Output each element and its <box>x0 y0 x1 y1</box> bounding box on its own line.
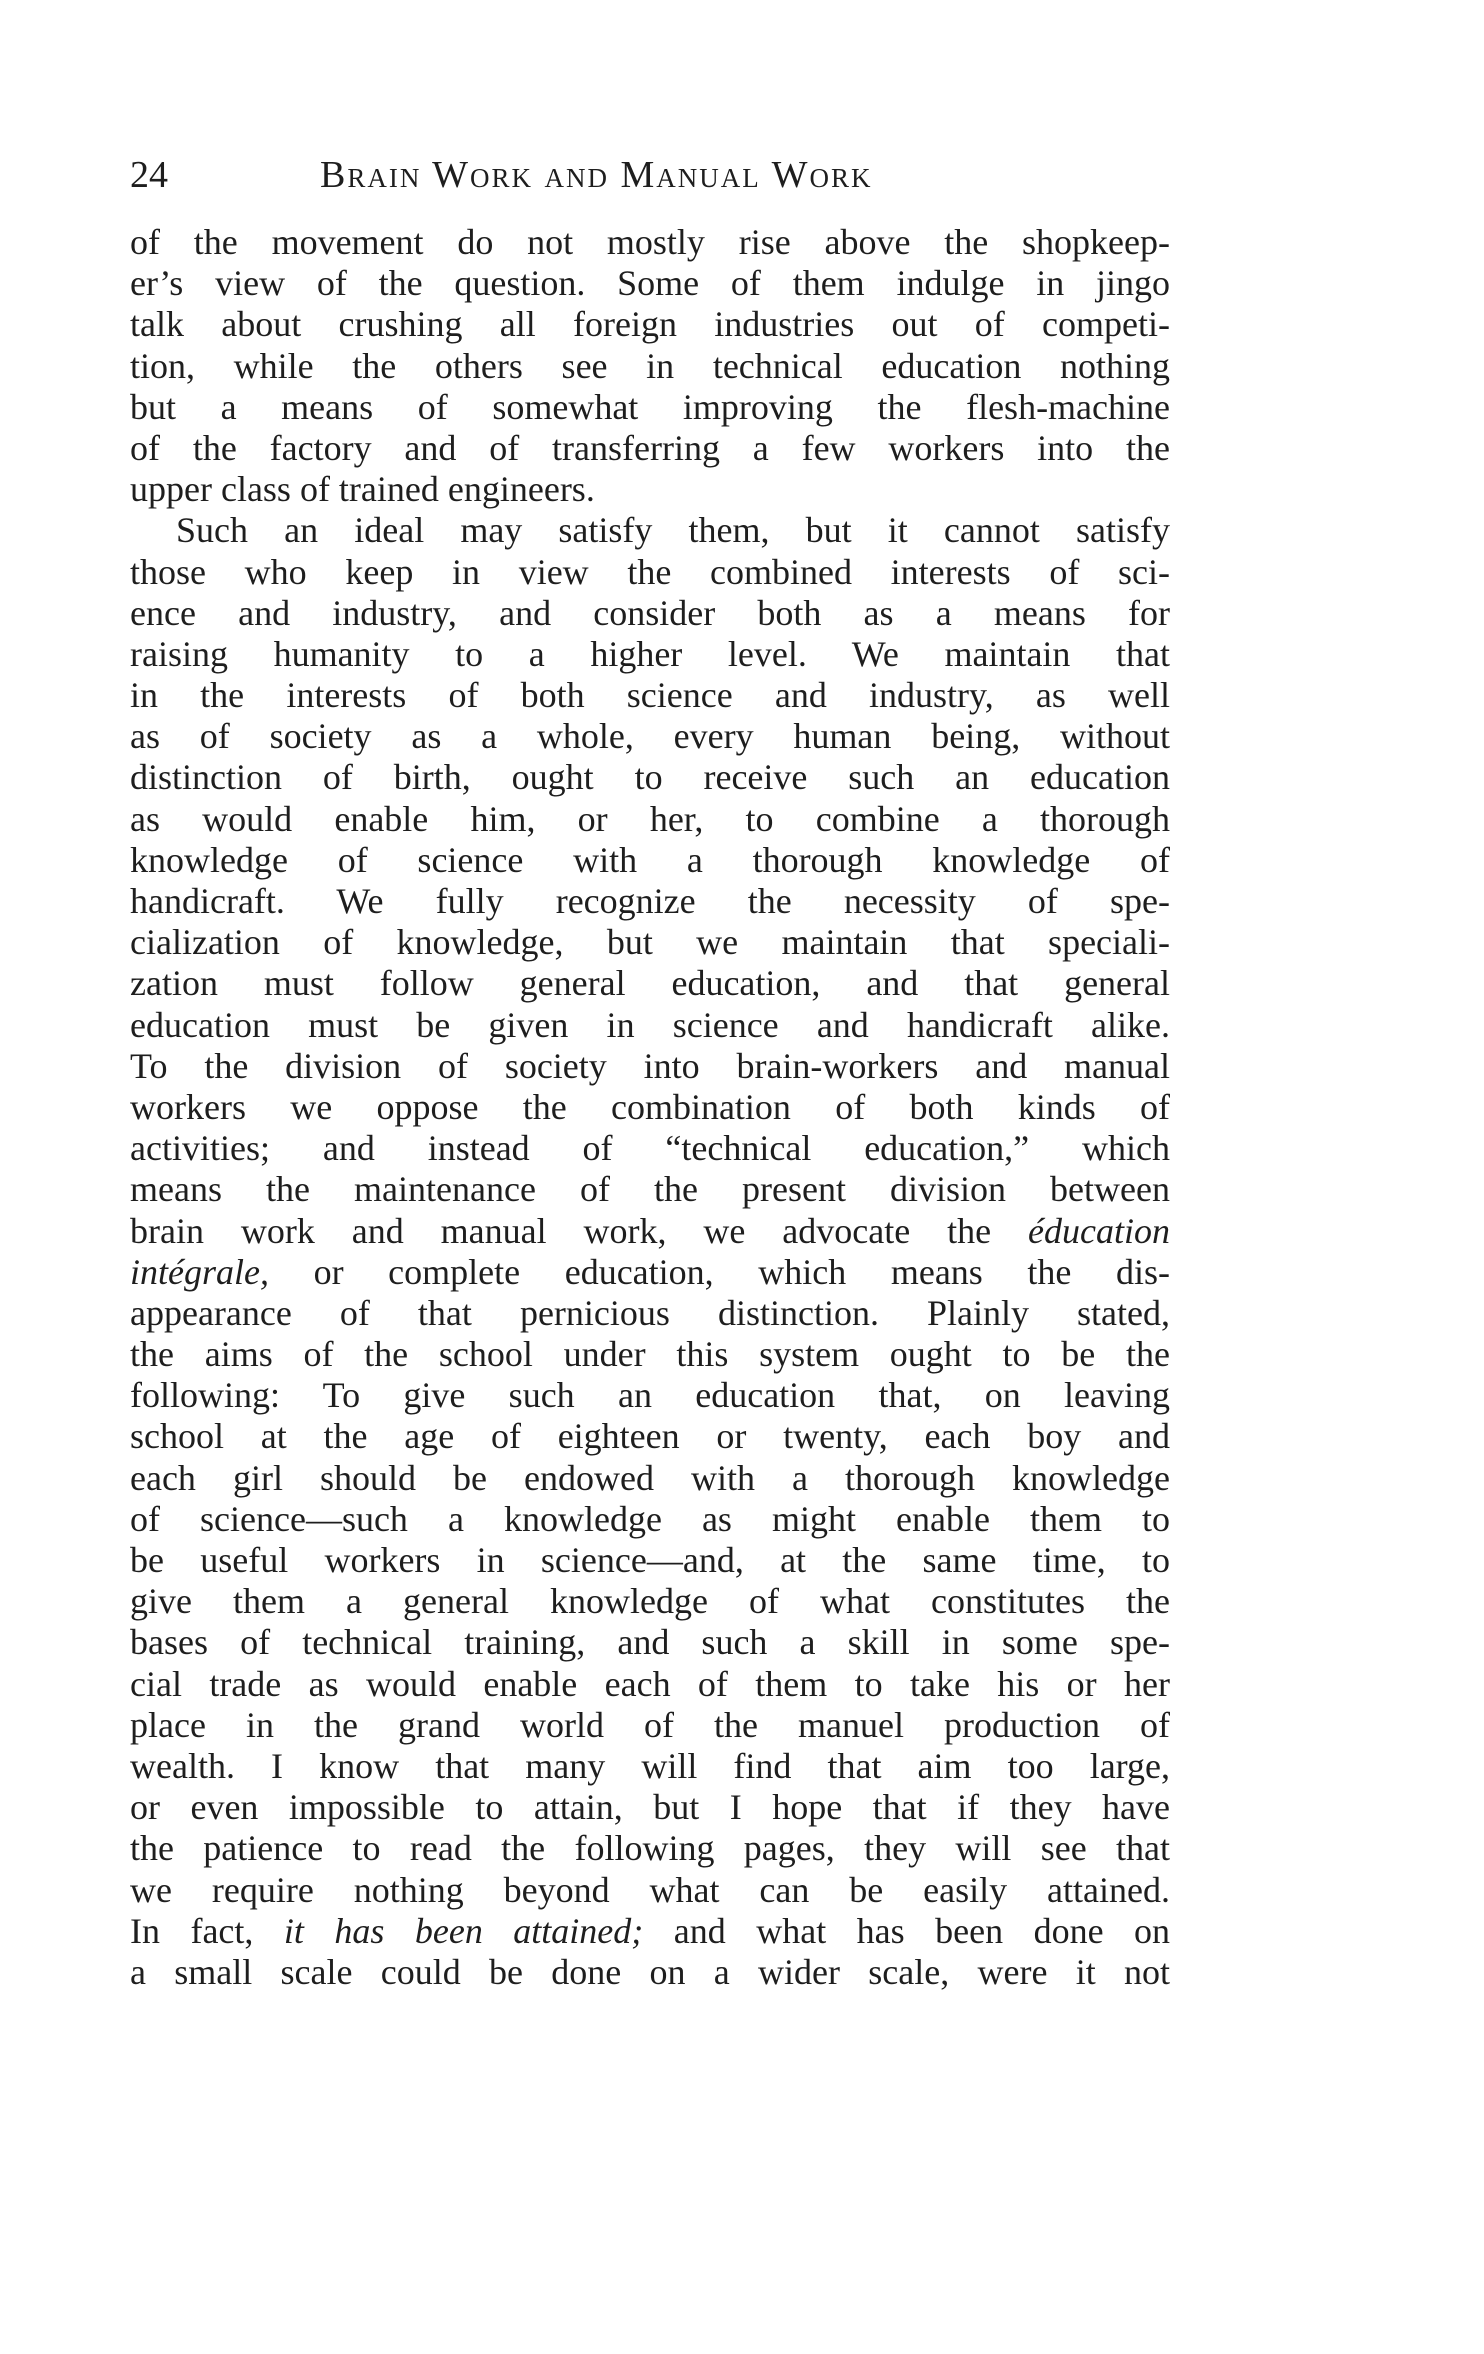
text-line: zation must follow general education, and that general <box>130 963 1170 1004</box>
text-line: wealth. I know that many will find that aim too large, <box>130 1745 1170 1786</box>
text-line: those who keep in view the combined interests of sci- <box>130 551 1170 592</box>
text-line: cial trade as would enable each of them to take his or her <box>130 1663 1170 1704</box>
text-line: of science—such a knowledge as might enable them to <box>130 1498 1170 1539</box>
text-line: a small scale could be done on a wider scale, were it not <box>130 1951 1170 1992</box>
text-line: raising humanity to a higher level. We maintain that <box>130 633 1170 674</box>
text-line: we require nothing beyond what can be easily attained. <box>130 1869 1170 1910</box>
text-line: as of society as a whole, every human being, without <box>130 716 1170 757</box>
text-line: bases of technical training, and such a skill in some spe- <box>130 1622 1170 1663</box>
text-line: Such an ideal may satisfy them, but it cannot satisfy <box>176 510 1170 551</box>
text-line: each girl should be endowed with a thorough knowledge <box>130 1457 1170 1498</box>
text-line: distinction of birth, ought to receive such an education <box>130 757 1170 798</box>
text-line: activities; and instead of “technical education,” which <box>130 1128 1170 1169</box>
text-line: be useful workers in science—and, at the same time, to <box>130 1540 1170 1580</box>
text-segment: or complete education, which means the dis- <box>313 1251 1171 1292</box>
text-line: To the division of society into brain-workers and manual <box>130 1045 1170 1086</box>
text-line: talk about crushing all foreign industries out of competi- <box>130 304 1170 345</box>
text-line: of the factory and of transferring a few workers into the <box>130 427 1170 468</box>
text-line: give them a general knowledge of what constitutes the <box>130 1581 1170 1622</box>
text-line: in the interests of both science and industry, as well <box>130 675 1170 716</box>
italic-term: intégrale, <box>130 1251 269 1292</box>
text-line: school at the age of eighteen or twenty, each boy and <box>130 1416 1170 1457</box>
italic-phrase: it has been attained; <box>283 1910 644 1951</box>
text-segment: and what has been done on <box>673 1910 1171 1951</box>
text-line: tion, while the others see in technical education nothing <box>130 345 1170 386</box>
text-line <box>130 1252 1170 1293</box>
text-line <box>130 1211 1170 1252</box>
text-line: handicraft. We fully recognize the necessity of spe- <box>130 881 1170 921</box>
running-head <box>130 150 1170 200</box>
text-line <box>130 1911 1170 1952</box>
running-title: Brain Work and Manual Work <box>320 154 873 196</box>
text-line: or even impossible to attain, but I hope that if they have <box>130 1787 1170 1828</box>
text-line: ence and industry, and consider both as a means for <box>130 592 1170 633</box>
text-line: means the maintenance of the present division between <box>130 1169 1170 1210</box>
italic-term: éducation <box>1028 1210 1171 1251</box>
text-segment: brain work and manual work, we advocate the <box>130 1210 992 1251</box>
text-line: the aims of the school under this system ought to be the <box>130 1334 1170 1375</box>
text-line: the patience to read the following pages, they will see that <box>130 1828 1170 1869</box>
text-line: er’s view of the question. Some of them indulge in jingo <box>130 263 1170 304</box>
text-line: appearance of that pernicious distinction. Plainly stated, <box>130 1292 1170 1333</box>
text-line: knowledge of science with a thorough knowledge of <box>130 839 1170 880</box>
text-line: upper class of trained engineers. <box>130 469 595 510</box>
text-line: education must be given in science and handicraft alike. <box>130 1004 1170 1045</box>
text-line: of the movement do not mostly rise above the shopkeep- <box>130 222 1170 262</box>
body-text <box>130 222 1170 1993</box>
page-number: 24 <box>130 154 168 196</box>
text-line: place in the grand world of the manuel production of <box>130 1704 1170 1745</box>
text-line: following: To give such an education that, on leaving <box>130 1375 1170 1416</box>
text-segment: In fact, <box>130 1910 254 1951</box>
text-line: cialization of knowledge, but we maintain that speciali- <box>130 922 1170 963</box>
text-line: as would enable him, or her, to combine a thorough <box>130 798 1170 839</box>
text-line: but a means of somewhat improving the flesh-machine <box>130 386 1170 427</box>
text-line: workers we oppose the combination of both kinds of <box>130 1086 1170 1127</box>
